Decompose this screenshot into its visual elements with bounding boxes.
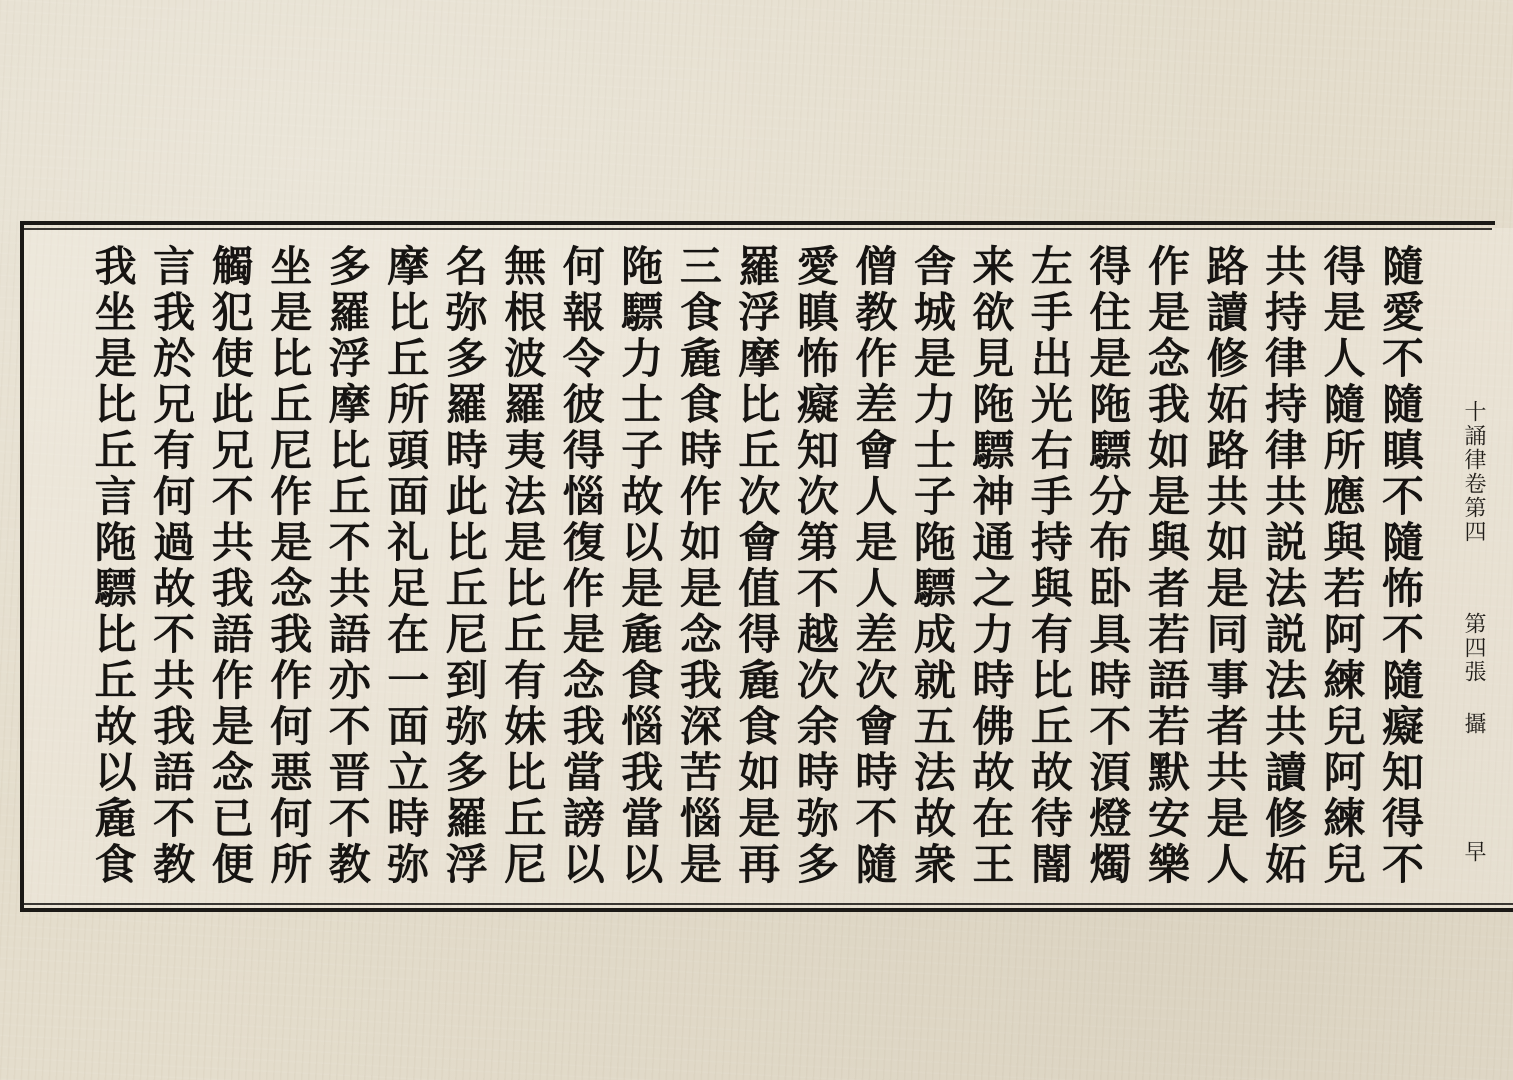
text-column: 舎城是力士子陁驃成就五法故衆 [907, 244, 957, 888]
text-column: 言我於兄有何過故不共我語不教 [147, 244, 197, 888]
bottom-border-outer-line [20, 908, 1513, 912]
text-column: 共持律持律共説法説法共讀修妬 [1258, 244, 1308, 888]
text-column: 陁驃力士子故以是麁食惱我當以 [615, 244, 665, 888]
text-column: 僧教作差會人是人差次會時不隨 [849, 244, 899, 888]
text-column: 何報令彼得惱復作是念我當謗以 [556, 244, 606, 888]
text-column: 来欲見陁驃神通之力時佛故在王 [966, 244, 1016, 888]
text-column: 我坐是比丘言陁驃比丘故以麁食 [88, 244, 138, 888]
text-columns [83, 244, 1429, 894]
text-column: 路讀修妬路共如是同事者共是人 [1200, 244, 1250, 888]
top-border-outer-line [20, 221, 1495, 225]
text-column: 隨愛不隨瞋不隨怖不隨癡知得不 [1376, 244, 1425, 888]
text-column: 無根波羅夷法是比丘有妹比丘尼 [498, 244, 548, 888]
bottom-border-inner-line [22, 903, 1513, 905]
text-column: 左手出光右手持與有比丘故待闇 [1024, 244, 1074, 888]
text-column: 觸犯使此兄不共我語作是念已便 [205, 244, 255, 888]
text-column: 摩比丘所頭面礼足在一面立時弥 [381, 244, 431, 888]
text-column: 愛瞋怖癡知次第不越次余時弥多 [790, 244, 840, 888]
text-column: 得是人隨所應與若阿練兒阿練兒 [1317, 244, 1367, 888]
margin-mark: 早 [1461, 840, 1486, 864]
text-column: 得住是陁驃分布卧具時不湏燈燭 [1083, 244, 1133, 888]
text-column: 羅浮摩比丘次會值得麁食如是再 [732, 244, 782, 888]
margin-sheet-number: 第四張 [1461, 612, 1486, 684]
text-column: 作是念我如是與者若語若默安樂 [1141, 244, 1191, 888]
text-column: 多羅浮摩比丘不共語亦不晋不教 [322, 244, 372, 888]
text-column: 三食麁食時作如是念我深苦惱是 [673, 244, 723, 888]
text-column: 名弥多羅時此比丘尼到弥多羅浮 [439, 244, 489, 888]
top-border-inner-line [22, 228, 1492, 230]
margin-mark: 攝 [1461, 712, 1486, 736]
margin-sutra-title: 十誦律卷第四 [1461, 400, 1486, 544]
left-border-line [20, 221, 24, 912]
text-column: 坐是比丘尼作是念我作何悪何所 [264, 244, 314, 888]
